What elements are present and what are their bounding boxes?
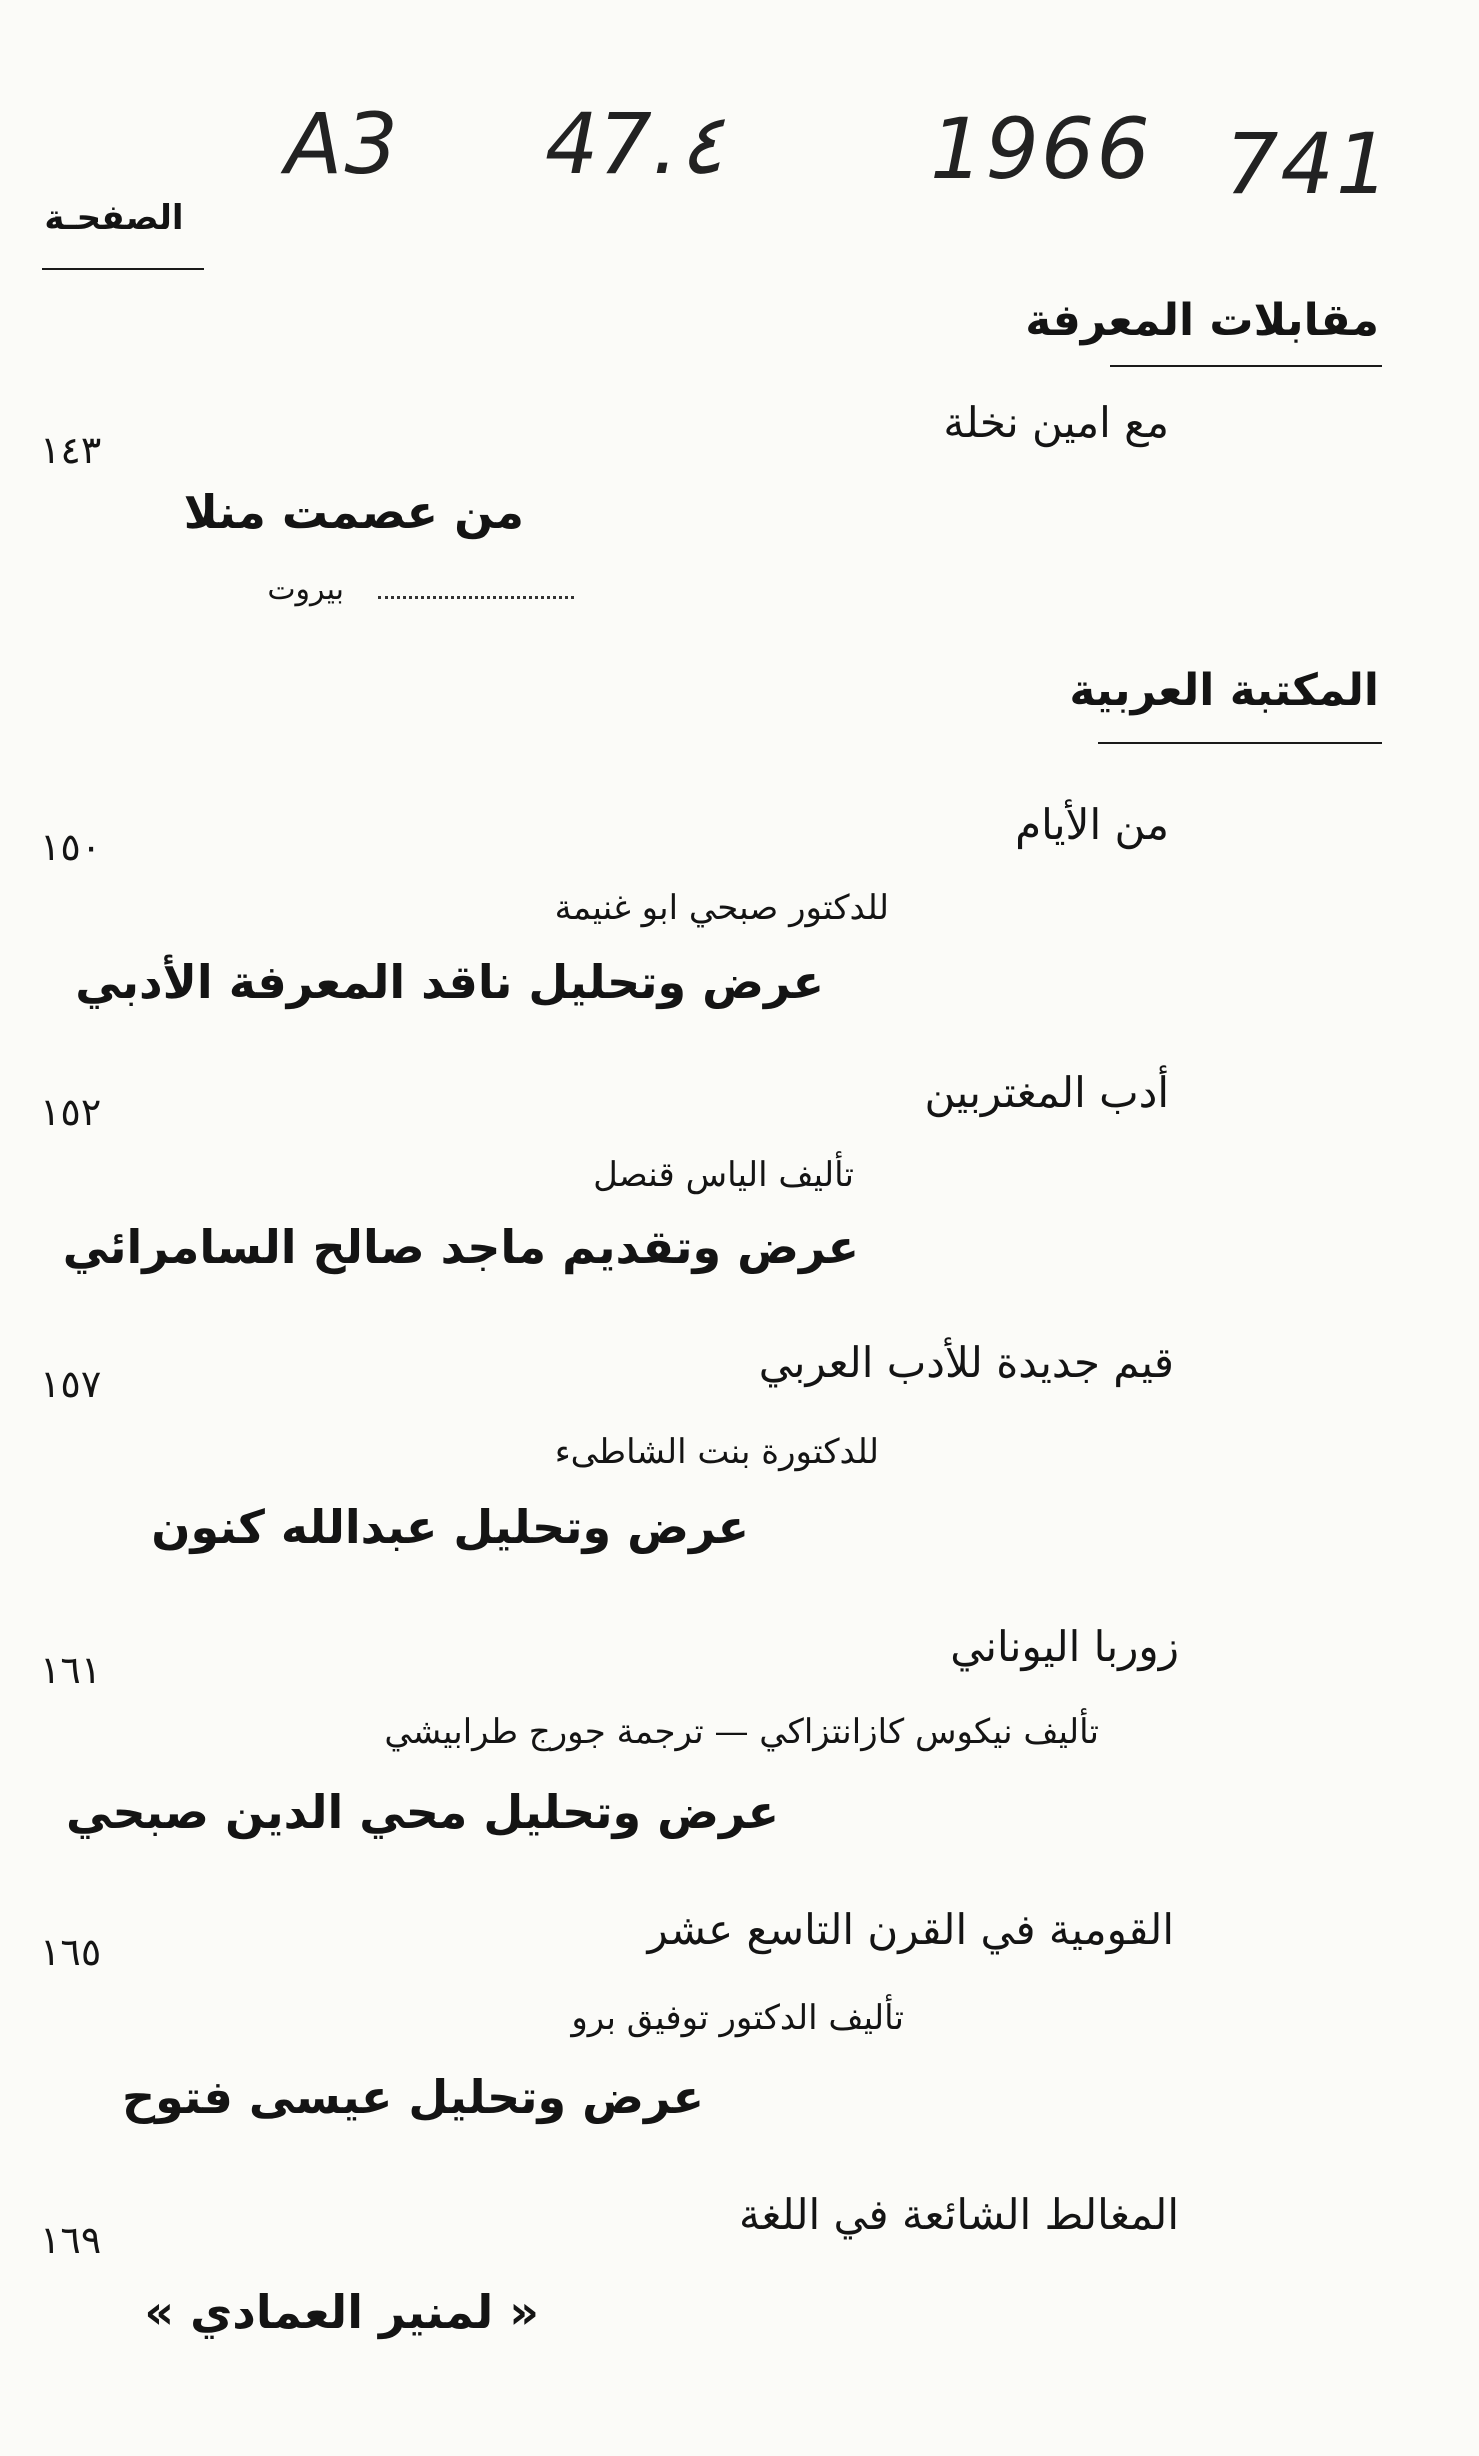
page-number: ١٥٢ [40,1090,102,1134]
entry-title: أدب المغتربين [924,1068,1169,1117]
entry-reviewer: « لمنير العمادي » [144,2285,539,2339]
page-number: ١٦١ [40,1648,102,1692]
entry-place: بيروت [267,572,344,607]
handwritten-note-part-1: A3 [285,95,400,193]
entry-title: القومية في القرن التاسع عشر [647,1905,1174,1954]
section-rule-interviews [1110,365,1382,367]
page-number: ١٥٧ [40,1362,102,1406]
handwritten-note-part-3: 1966 [930,100,1152,198]
entry-title: من الأيام [1015,800,1169,849]
page-number: ١٦٩ [40,2218,102,2262]
entry-title: مع امين نخلة [943,398,1169,447]
entry-reviewer: عرض وتقديم ماجد صالح السامرائي [62,1220,859,1274]
page-column-rule [42,268,204,270]
section-rule-arabic-library [1098,742,1382,744]
entry-author: للدكتور صبحي ابو غنيمة [554,888,889,928]
entry-title: قيم جديدة للأدب العربي [758,1338,1174,1387]
page-column-label: الصفحـة [44,198,184,238]
entry-author: تأليف الدكتور توفيق برو [571,1998,904,2038]
section-heading-interviews: مقابلات المعرفة [1025,295,1379,346]
entry-author: تأليف الياس قنصل [593,1155,854,1195]
entry-author: تأليف نيكوس كازانتزاكي — ترجمة جورج طرابيشي [384,1712,1099,1752]
handwritten-note-part-4: 741 [1225,115,1392,213]
entry-reviewer: عرض وتحليل عبدالله كنون [151,1500,749,1554]
entry-title: زوربا اليوناني [950,1622,1179,1671]
dotted-leader [378,596,574,599]
entry-reviewer: عرض وتحليل عيسى فتوح [121,2070,704,2124]
entry-reviewer: من عصمت منلا [183,485,524,539]
entry-title: المغالط الشائعة في اللغة [739,2190,1179,2239]
handwritten-note-part-2: 47.٤ [545,95,724,193]
entry-reviewer: عرض وتحليل محي الدين صبحي [66,1785,779,1839]
entry-author: للدكتورة بنت الشاطىء [554,1432,879,1472]
page-number: ١٤٣ [40,428,102,472]
page-number: ١٦٥ [40,1930,102,1974]
entry-reviewer: عرض وتحليل ناقد المعرفة الأدبي [75,955,824,1009]
page-number: ١٥٠ [40,825,102,869]
section-heading-arabic-library: المكتبة العربية [1069,665,1379,716]
